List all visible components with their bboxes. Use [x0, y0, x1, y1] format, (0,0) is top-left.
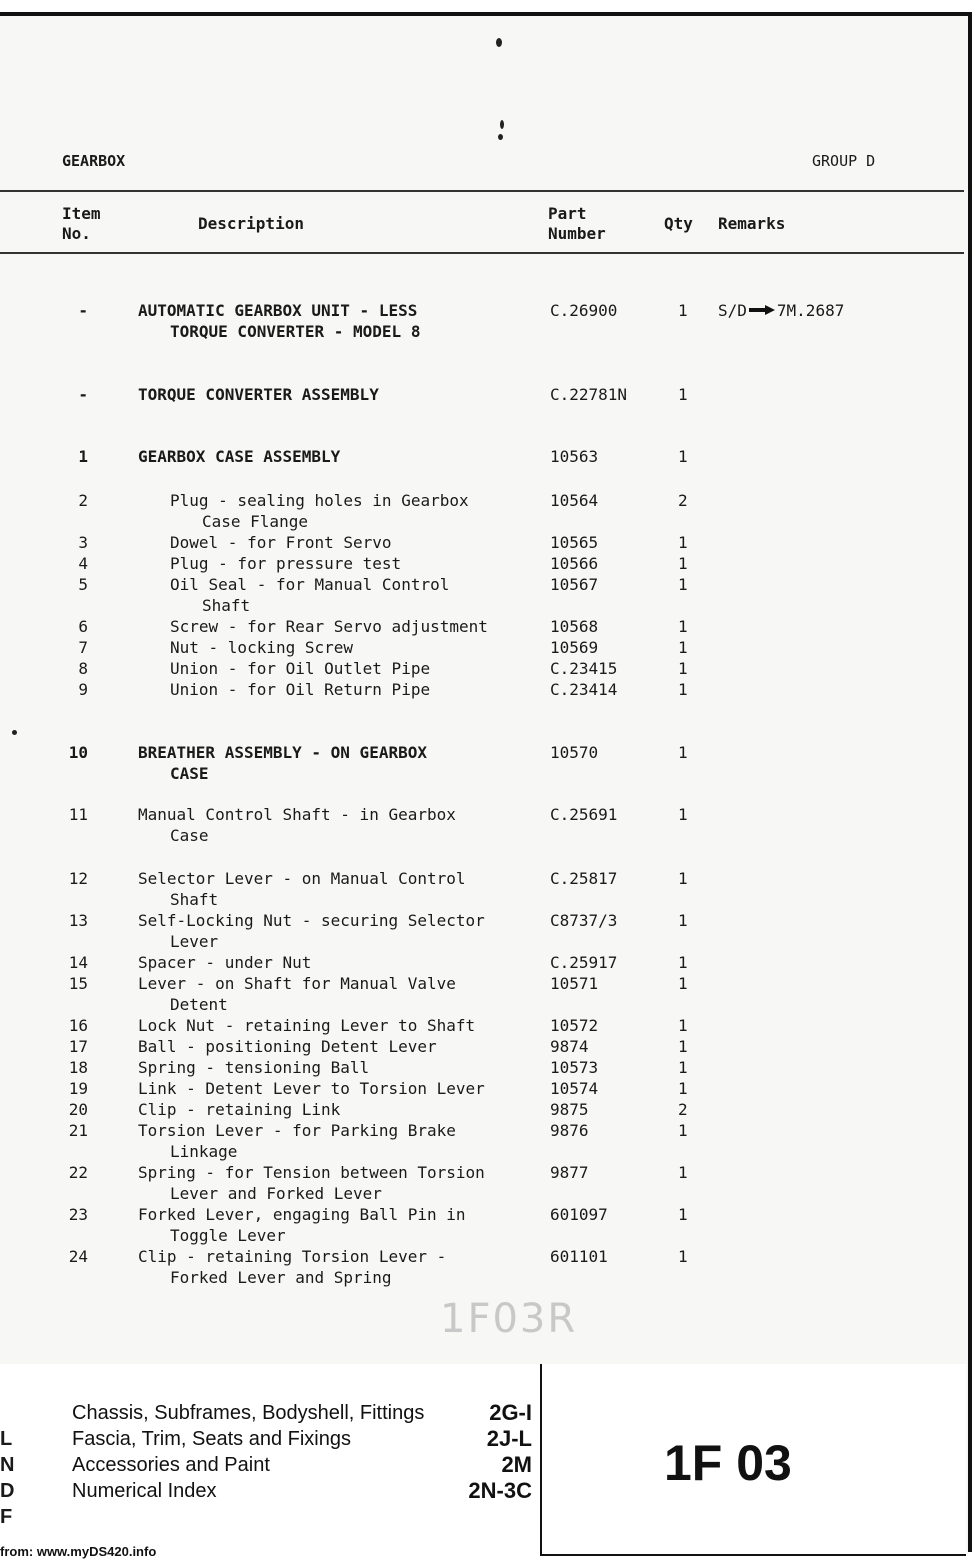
item-description	[138, 1036, 437, 1057]
quantity: 1	[678, 447, 688, 466]
index-label: Chassis, Subframes, Bodyshell, Fittings	[72, 1402, 425, 1424]
item-description	[138, 1120, 456, 1162]
item-number: 6	[78, 617, 88, 636]
description-continuation: Lever	[170, 932, 219, 951]
item-description	[170, 616, 488, 637]
quantity: 1	[678, 617, 688, 636]
part-number: 10563	[550, 447, 599, 466]
item-number: 5	[78, 575, 88, 594]
catalogue-page	[0, 12, 972, 1552]
quantity: 1	[678, 1037, 688, 1056]
description-continuation: Toggle Lever	[170, 1226, 286, 1245]
item-description	[138, 300, 420, 342]
part-number: C.22781N	[550, 385, 628, 404]
side-letter: L	[0, 1428, 13, 1450]
index-label: Accessories and Paint	[72, 1454, 270, 1476]
item-number: 24	[68, 1247, 88, 1266]
col-remarks-header: Remarks	[718, 214, 786, 233]
quantity: 2	[678, 1100, 688, 1119]
header-rule-top	[0, 190, 964, 192]
index-ref: 2G-I	[489, 1400, 532, 1425]
part-number: C.23415	[550, 659, 618, 678]
remark-suffix: 7M.2687	[776, 301, 845, 320]
quantity: 1	[678, 385, 688, 404]
quantity: 1	[678, 869, 688, 888]
scan-speck	[498, 134, 503, 140]
quantity: 2	[678, 491, 688, 510]
part-number: 10564	[550, 491, 599, 510]
description-line: Spring - tensioning Ball	[138, 1058, 370, 1077]
item-number: 15	[68, 974, 88, 993]
remark-prefix: S/D	[718, 301, 747, 320]
description-line: Dowel - for Front Servo	[170, 533, 392, 552]
quantity: 1	[678, 575, 688, 594]
remarks	[718, 300, 844, 321]
description-continuation: Detent	[170, 995, 228, 1014]
description-line: Clip - retaining Torsion Lever -	[138, 1247, 447, 1266]
scan-speck	[12, 730, 17, 735]
item-number: 16	[68, 1016, 88, 1035]
group-label: GROUP D	[812, 152, 876, 170]
item-description	[170, 679, 430, 700]
quantity: 1	[678, 638, 688, 657]
description-continuation: Case	[170, 826, 209, 845]
part-number: 9874	[550, 1037, 589, 1056]
side-letter: D	[0, 1480, 15, 1502]
item-description	[138, 973, 456, 1015]
side-letter: F	[0, 1506, 13, 1528]
part-number: C.23414	[550, 680, 618, 699]
part-number: 10569	[550, 638, 599, 657]
quantity: 1	[678, 301, 688, 320]
fiche-stamp: 1F03R	[440, 1296, 578, 1342]
item-description	[138, 384, 379, 405]
item-description	[138, 1162, 485, 1204]
part-number: 10571	[550, 974, 599, 993]
item-description	[138, 1015, 475, 1036]
item-number: 12	[68, 869, 88, 888]
part-number: C.25691	[550, 805, 618, 824]
quantity: 1	[678, 1058, 688, 1077]
scan-speck	[500, 120, 504, 129]
item-description	[138, 446, 340, 467]
item-number: -	[78, 301, 88, 320]
description-continuation: Lever and Forked Lever	[170, 1184, 382, 1203]
quantity: 1	[678, 743, 688, 762]
item-number: 20	[68, 1100, 88, 1119]
part-number: C8737/3	[550, 911, 618, 930]
item-description	[170, 553, 401, 574]
quantity: 1	[678, 974, 688, 993]
item-description	[138, 742, 427, 784]
part-number: 10565	[550, 533, 599, 552]
item-number: 9	[78, 680, 88, 699]
quantity: 1	[678, 659, 688, 678]
part-number: 10568	[550, 617, 599, 636]
item-description	[138, 868, 466, 910]
scan-speck	[496, 38, 502, 47]
index-ref: 2M	[501, 1452, 532, 1477]
item-number: 1	[78, 447, 88, 466]
index-label: Numerical Index	[72, 1480, 217, 1502]
part-number: 10566	[550, 554, 599, 573]
description-line: Ball - positioning Detent Lever	[138, 1037, 437, 1056]
item-number: 3	[78, 533, 88, 552]
description-line: Selector Lever - on Manual Control	[138, 869, 466, 888]
item-description	[170, 658, 430, 679]
part-number: C.25817	[550, 869, 618, 888]
item-description	[138, 1099, 340, 1120]
part-number: 601097	[550, 1205, 608, 1224]
item-description	[170, 532, 392, 553]
part-number: 9876	[550, 1121, 589, 1140]
description-line: Spring - for Tension between Torsion	[138, 1163, 485, 1182]
description-line: Plug - for pressure test	[170, 554, 402, 573]
quantity: 1	[678, 911, 688, 930]
item-description	[170, 637, 353, 658]
description-line: Link - Detent Lever to Torsion Lever	[138, 1079, 485, 1098]
part-number: 10573	[550, 1058, 599, 1077]
item-description	[138, 1078, 485, 1099]
description-continuation: CASE	[170, 764, 209, 783]
header-rule-bottom	[0, 252, 964, 254]
description-continuation: Shaft	[170, 890, 219, 909]
description-line: Union - for Oil Outlet Pipe	[170, 659, 431, 678]
item-number: -	[78, 385, 88, 404]
description-line: GEARBOX CASE ASSEMBLY	[138, 447, 341, 466]
quantity: 1	[678, 1079, 688, 1098]
description-line: Torsion Lever - for Parking Brake	[138, 1121, 456, 1140]
quantity: 1	[678, 533, 688, 552]
quantity: 1	[678, 1205, 688, 1224]
fiche-number: 1F 03	[664, 1435, 792, 1491]
item-description	[138, 952, 311, 973]
description-line: Manual Control Shaft - in Gearbox	[138, 805, 456, 824]
description-line: Lever - on Shaft for Manual Valve	[138, 974, 456, 993]
description-line: AUTOMATIC GEARBOX UNIT - LESS	[138, 301, 418, 320]
col-qty-header: Qty	[664, 214, 693, 233]
part-number: C.26900	[550, 301, 618, 320]
description-line: Oil Seal - for Manual Control	[170, 575, 450, 594]
source-credit: from: www.myDS420.info	[0, 1544, 157, 1559]
item-number: 8	[78, 659, 88, 678]
quantity: 1	[678, 554, 688, 573]
quantity: 1	[678, 805, 688, 824]
index-label: Fascia, Trim, Seats and Fixings	[72, 1428, 351, 1450]
col-item-header: Item No.	[62, 204, 101, 243]
col-part-header: Part Number	[548, 204, 606, 243]
quantity: 1	[678, 953, 688, 972]
description-continuation: Linkage	[170, 1142, 238, 1161]
quantity: 1	[678, 680, 688, 699]
description-line: Forked Lever, engaging Ball Pin in	[138, 1205, 466, 1224]
description-line: TORQUE CONVERTER ASSEMBLY	[138, 385, 379, 404]
arrow-right-icon	[749, 305, 775, 315]
item-number: 11	[68, 805, 88, 824]
item-number: 13	[68, 911, 88, 930]
item-number: 21	[68, 1121, 88, 1140]
page-title: GEARBOX	[62, 152, 126, 170]
item-number: 22	[68, 1163, 88, 1182]
item-description	[138, 804, 456, 846]
item-description	[138, 1057, 369, 1078]
col-description-header: Description	[198, 214, 304, 233]
item-description	[138, 910, 485, 952]
index-ref: 2J-L	[486, 1426, 532, 1451]
side-letter: N	[0, 1454, 15, 1476]
item-description	[138, 1246, 446, 1288]
description-line: Self-Locking Nut - securing Selector	[138, 911, 485, 930]
part-number: 9875	[550, 1100, 589, 1119]
part-number: 9877	[550, 1163, 589, 1182]
description-line: Nut - locking Screw	[170, 638, 354, 657]
quantity: 1	[678, 1247, 688, 1266]
description-line: Union - for Oil Return Pipe	[170, 680, 431, 699]
part-number: 10570	[550, 743, 599, 762]
description-continuation: TORQUE CONVERTER - MODEL 8	[170, 322, 421, 341]
item-number: 17	[68, 1037, 88, 1056]
description-continuation: Case Flange	[202, 512, 308, 531]
item-description	[138, 1204, 466, 1246]
item-description	[170, 490, 469, 532]
quantity: 1	[678, 1121, 688, 1140]
description-line: Spacer - under Nut	[138, 953, 312, 972]
part-number: 601101	[550, 1247, 608, 1266]
item-number: 19	[68, 1079, 88, 1098]
fiche-index-panel	[0, 1364, 540, 1562]
description-line: BREATHER ASSEMBLY - ON GEARBOX	[138, 743, 427, 762]
item-number: 7	[78, 638, 88, 657]
item-number: 10	[68, 743, 88, 762]
description-continuation: Shaft	[202, 596, 251, 615]
item-number: 4	[78, 554, 88, 573]
part-number: 10567	[550, 575, 599, 594]
quantity: 1	[678, 1163, 688, 1182]
index-ref: 2N-3C	[468, 1478, 532, 1503]
item-description	[170, 574, 449, 616]
description-line: Screw - for Rear Servo adjustment	[170, 617, 488, 636]
part-number: C.25917	[550, 953, 618, 972]
quantity: 1	[678, 1016, 688, 1035]
item-number: 23	[68, 1205, 88, 1224]
part-number: 10574	[550, 1079, 599, 1098]
item-number: 14	[68, 953, 88, 972]
description-continuation: Forked Lever and Spring	[170, 1268, 392, 1287]
part-number: 10572	[550, 1016, 599, 1035]
description-line: Lock Nut - retaining Lever to Shaft	[138, 1016, 476, 1035]
description-line: Plug - sealing holes in Gearbox	[170, 491, 469, 510]
item-number: 18	[68, 1058, 88, 1077]
description-line: Clip - retaining Link	[138, 1100, 341, 1119]
item-number: 2	[78, 491, 88, 510]
